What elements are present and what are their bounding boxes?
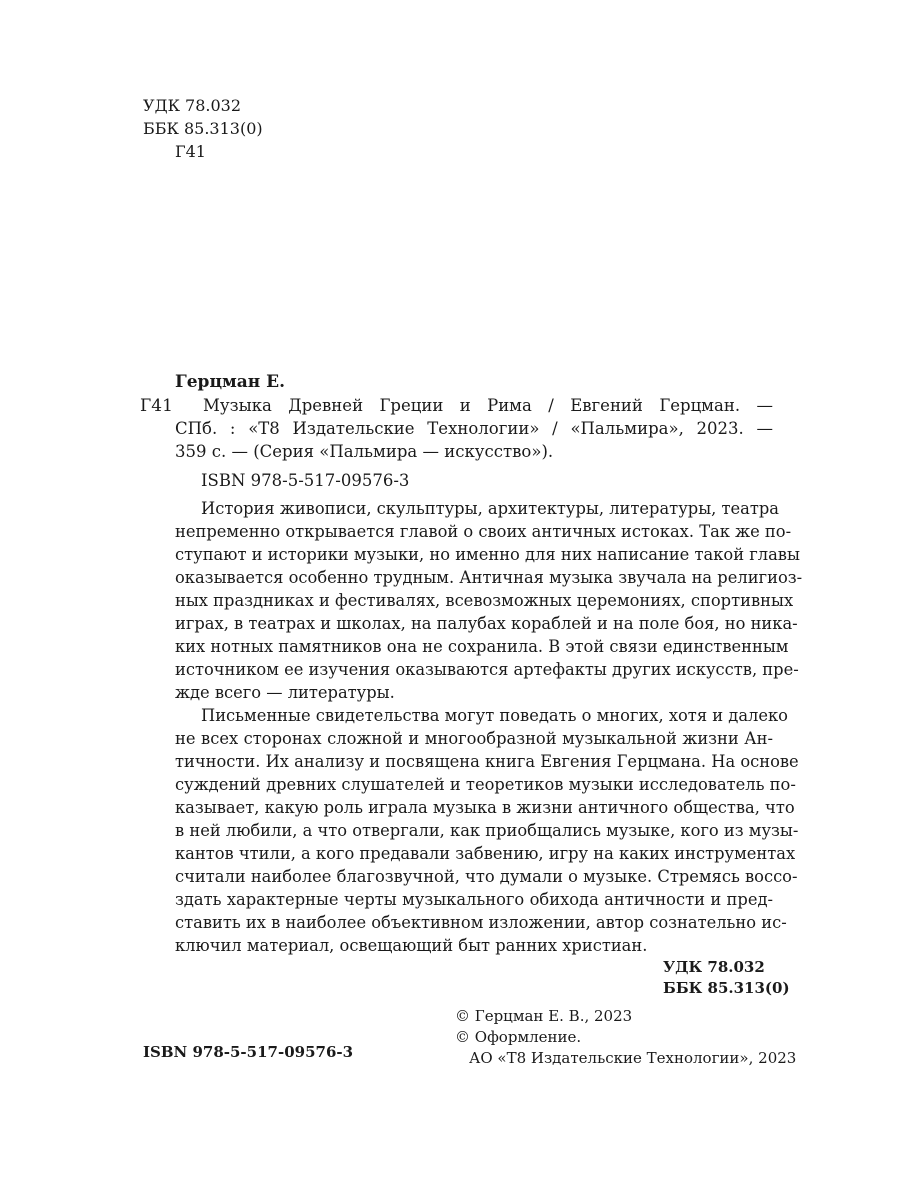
- abstract-p1-line: играх, в театрах и школах, на палубах кораблей и на поле боя, но ника-: [175, 614, 798, 633]
- abstract-p1-line: источником ее изучения оказываются артефакты других искусств, пре-: [175, 660, 799, 679]
- copyright-author: © Герцман Е. В., 2023: [455, 1007, 633, 1025]
- biblio-line-2: СПб. : «Т8 Издательские Технологии» / «Пальмира», 2023. —: [175, 419, 773, 438]
- biblio-line-1: Музыка Древней Греции и Рима / Евгений Герцман. —: [203, 396, 773, 415]
- abstract-p1-line: непременно открывается главой о своих античных истоках. Так же по-: [175, 522, 792, 541]
- abstract: [175, 497, 803, 957]
- biblio-line-3: 359 с. — (Серия «Пальмира — искусство»).: [175, 442, 554, 461]
- copyright-publisher: АО «Т8 Издательские Технологии», 2023: [469, 1049, 797, 1067]
- abstract-p2-line: ключил материал, освещающий быт ранних христиан.: [175, 936, 648, 955]
- abstract-p1-line: ступают и историки музыки, но именно для них написание такой главы: [175, 545, 800, 564]
- copyright-block: [455, 1006, 796, 1069]
- bbk-code-bottom: ББК 85.313(0): [663, 979, 790, 997]
- author-sign-entry: Г41: [140, 396, 173, 416]
- udk-code-top: УДК 78.032: [143, 96, 242, 115]
- abstract-p1-line: жде всего — литературы.: [175, 683, 395, 702]
- abstract-p2-line: ставить их в наиболее объективном изложении, автор сознательно ис-: [175, 913, 787, 932]
- isbn-bottom: ISBN 978-5-517-09576-3: [143, 1043, 354, 1061]
- copyright-design: © Оформление.: [455, 1028, 582, 1046]
- abstract-p2-line: в ней любили, а что отвергали, как приобщались музыке, кого из музы-: [175, 821, 799, 840]
- abstract-p2-line: казывает, какую роль играла музыка в жизни античного общества, что: [175, 798, 795, 817]
- isbn-entry: ISBN 978-5-517-09576-3: [201, 471, 410, 490]
- abstract-p2-line: тичности. Их анализу и посвящена книга Евгения Герцмана. На основе: [175, 752, 799, 771]
- abstract-p1-line: ных праздниках и фестивалях, всевозможных церемониях, спортивных: [175, 591, 794, 610]
- udk-code-bottom: УДК 78.032: [663, 958, 765, 976]
- abstract-p2-line: кантов чтили, а кого предавали забвению, игру на каких инструментах: [175, 844, 796, 863]
- abstract-p2-line: считали наиболее благозвучной, что думали о музыке. Стремясь воссо-: [175, 867, 798, 886]
- abstract-p1-line: оказывается особенно трудным. Античная музыка звучала на религиоз-: [175, 568, 803, 587]
- abstract-p2-line: суждений древних слушателей и теоретиков музыки исследователь по-: [175, 775, 796, 794]
- bbk-code-top: ББК 85.313(0): [143, 119, 263, 138]
- author-heading: Герцман Е.: [175, 372, 286, 392]
- abstract-p2-line: здать характерные черты музыкального обихода античности и пред-: [175, 890, 773, 909]
- author-sign-top: Г41: [175, 142, 206, 161]
- abstract-p2-line: не всех сторонах сложной и многообразной музыкальной жизни Ан-: [175, 729, 773, 748]
- abstract-p1-line: История живописи, скульптуры, архитектуры, литературы, театра: [201, 499, 779, 518]
- abstract-p1-line: ких нотных памятников она не сохранила. В этой связи единственным: [175, 637, 789, 656]
- bottom-codes: [663, 957, 790, 999]
- abstract-p2-line: Письменные свидетельства могут поведать о многих, хотя и далеко: [201, 706, 788, 725]
